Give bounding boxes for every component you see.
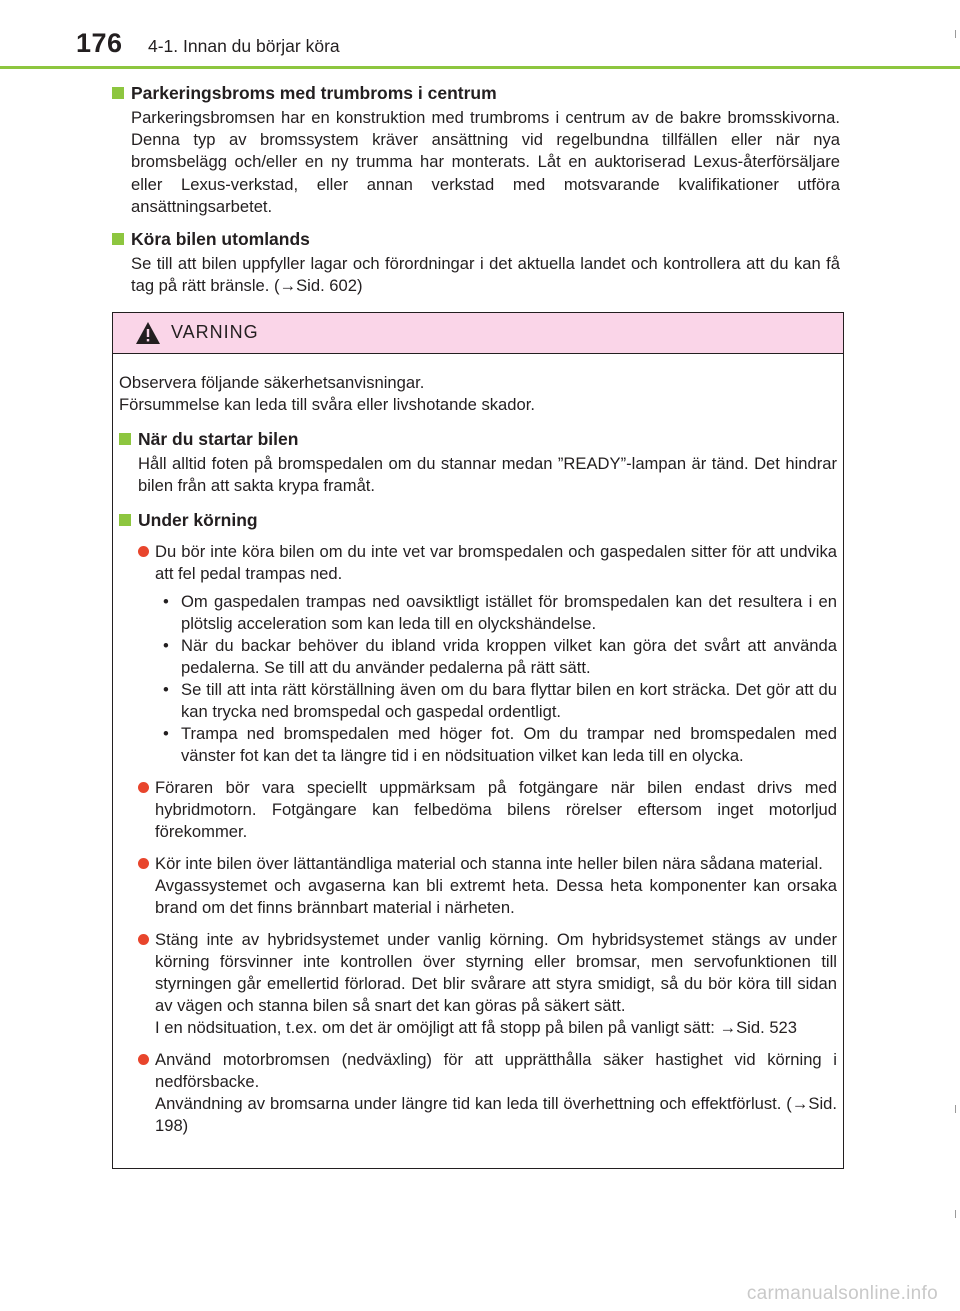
edge-mark — [955, 30, 956, 38]
warning-section — [119, 509, 837, 1137]
watermark: carmanualsonline.info — [746, 1283, 938, 1304]
list-item-text — [155, 929, 837, 1039]
square-bullet-icon — [112, 233, 124, 245]
warning-intro-line: Försummelse kan leda till svåra eller livshotande skador. — [119, 395, 535, 414]
list-item — [138, 541, 837, 585]
round-bullet-icon — [138, 858, 149, 869]
warning-section — [119, 428, 837, 497]
list-item-paragraph: Kör inte bilen över lättantändliga material och stanna inte heller bilen nära sådana material. — [155, 854, 823, 873]
edge-mark — [955, 1105, 956, 1113]
square-bullet-icon — [119, 433, 131, 445]
sub-list — [163, 591, 837, 767]
sub-list-item-text: Om gaspedalen trampas ned oavsiktligt istället för bromspedalen kan det resultera i en plötslig acceleration som kan leda till en olyckshändelse. — [181, 592, 837, 633]
warning-body — [113, 354, 843, 1137]
sub-list-item-text: När du backar behöver du ibland vrida kroppen vilket kan göra det svårt att använda pedalerna. Se till att du använder pedalerna på rätt sätt. — [181, 636, 837, 677]
round-bullet-icon — [138, 1054, 149, 1065]
square-bullet-icon — [112, 87, 124, 99]
list-item — [138, 1049, 837, 1137]
section-heading-text: Köra bilen utomlands — [131, 229, 310, 250]
header-divider — [0, 66, 960, 69]
warning-header — [113, 313, 843, 354]
list-item-text — [155, 853, 837, 919]
section-heading — [119, 428, 837, 450]
warning-box — [112, 312, 844, 1169]
sub-list-item: • När du backar behöver du ibland vrida kroppen vilket kan göra det svårt att använda pedalerna. Se till att du använder pedalerna på rätt sätt. — [163, 636, 837, 677]
list-item-paragraph: Användning av bromsarna under längre tid kan leda till överhettning och effektförlust. (→Sid. 198) — [155, 1094, 837, 1135]
section-text — [131, 253, 840, 297]
list-item-text: Du bör inte köra bilen om du inte vet var bromspedalen och gaspedalen sitter för att undvika att fel pedal trampas ned. — [155, 542, 837, 583]
sub-list-item: • Trampa ned bromspedalen med höger fot. Om du trampar ned bromspedalen med vänster fot kan det ta längre tid i en nödsituation vilket kan leda till en olycka. — [163, 724, 837, 765]
list-item — [138, 777, 837, 843]
section-heading — [112, 82, 840, 104]
section-heading-text: Under körning — [138, 510, 258, 530]
section-heading-text: Parkeringsbroms med trumbroms i centrum — [131, 83, 497, 103]
warning-intro-line: Observera följande säkerhetsanvisningar. — [119, 373, 425, 392]
edge-mark — [955, 1210, 956, 1218]
page-header — [0, 0, 960, 70]
list-item-text — [155, 1049, 837, 1137]
section-text: Parkeringsbromsen har en konstruktion med trumbroms i centrum av de bakre bromsskivorna. Denna typ av bromssystem kräver ansättning vid regelbundna tillfällen eller när nya bromsbelägg och/eller en ny trumma har monterats. Låt en auktoriserad Lexus-återförsäljare eller Lexus-verkstad, eller annan verkstad med motsvarande kvalifikationer utföra ansättningsarbetet. — [131, 108, 840, 216]
section-text-content: Se till att bilen uppfyller lagar och förordningar i det aktuella landet och kontrollera att du kan få tag på rätt bränsle. (→Sid. 602) — [131, 254, 840, 296]
round-bullet-icon — [138, 934, 149, 945]
sub-list-item: • Om gaspedalen trampas ned oavsiktligt istället för bromspedalen kan det resultera i en plötslig acceleration som kan leda till en olyckshändelse. — [163, 592, 837, 633]
list-item — [138, 929, 837, 1039]
sub-list-item-text: Trampa ned bromspedalen med höger fot. Om du trampar ned bromspedalen med vänster fot kan det ta längre tid i en nödsituation vilket kan leda till en olycka. — [181, 724, 837, 765]
intro-sections — [112, 82, 840, 297]
list-item-paragraph: I en nödsituation, t.ex. om det är omöjligt att få stopp på bilen på vanligt sätt: →Sid. 523 — [155, 1018, 798, 1037]
sub-list-item-text: Se till att inta rätt körställning även om du bara flyttar bilen en kort sträcka. Det gör att du kan trycka ned bromspedal och gaspedal ordentligt. — [181, 680, 837, 721]
list-item-text: Föraren bör vara speciellt uppmärksam på fotgängare när bilen endast drivs med hybridmotorn. Fotgängare kan felbedöma bilens rörelser eftersom inget motorljud förekommer. — [155, 778, 837, 841]
square-bullet-icon — [119, 514, 131, 526]
list-item-paragraph: Använd motorbromsen (nedväxling) för att upprätthålla säker hastighet vid körning i nedförsbacke. — [155, 1050, 837, 1091]
sub-list-item: • Se till att inta rätt körställning även om du bara flyttar bilen en kort sträcka. Det gör att du kan trycka ned bromspedal och gaspedal ordentligt. — [163, 680, 837, 721]
round-bullet-icon — [138, 782, 149, 793]
list-item-paragraph: Avgassystemet och avgaserna kan bli extremt heta. Dessa heta komponenter kan orsaka brand om det finns brännbart material i närheten. — [155, 876, 837, 917]
section-heading-text: När du startar bilen — [138, 429, 299, 449]
page-number: 176 — [76, 28, 123, 58]
section-heading — [112, 228, 840, 250]
chapter-title: 4-1. Innan du börjar köra — [148, 36, 340, 56]
list-item — [138, 853, 837, 919]
list-item-paragraph: Stäng inte av hybridsystemet under vanlig körning. Om hybridsystemet stängs av under körning försvinner inte kontrollen över styrning eller bromsar, men servofunktionen till styrningen går emellertid förlorad. Det blir svårare att styra smidigt, så du bör köra till sidan av vägen och stanna bilen så snart det kan göras på säkert sätt. — [155, 930, 837, 1015]
round-bullet-icon — [138, 546, 149, 557]
warning-title: VARNING — [171, 322, 259, 342]
section-text: Håll alltid foten på bromspedalen om du stannar medan ”READY”-lampan är tänd. Det hindrar bilen från att sakta krypa framåt. — [138, 454, 837, 495]
warning-triangle-icon — [135, 321, 161, 345]
section-heading — [119, 509, 837, 531]
